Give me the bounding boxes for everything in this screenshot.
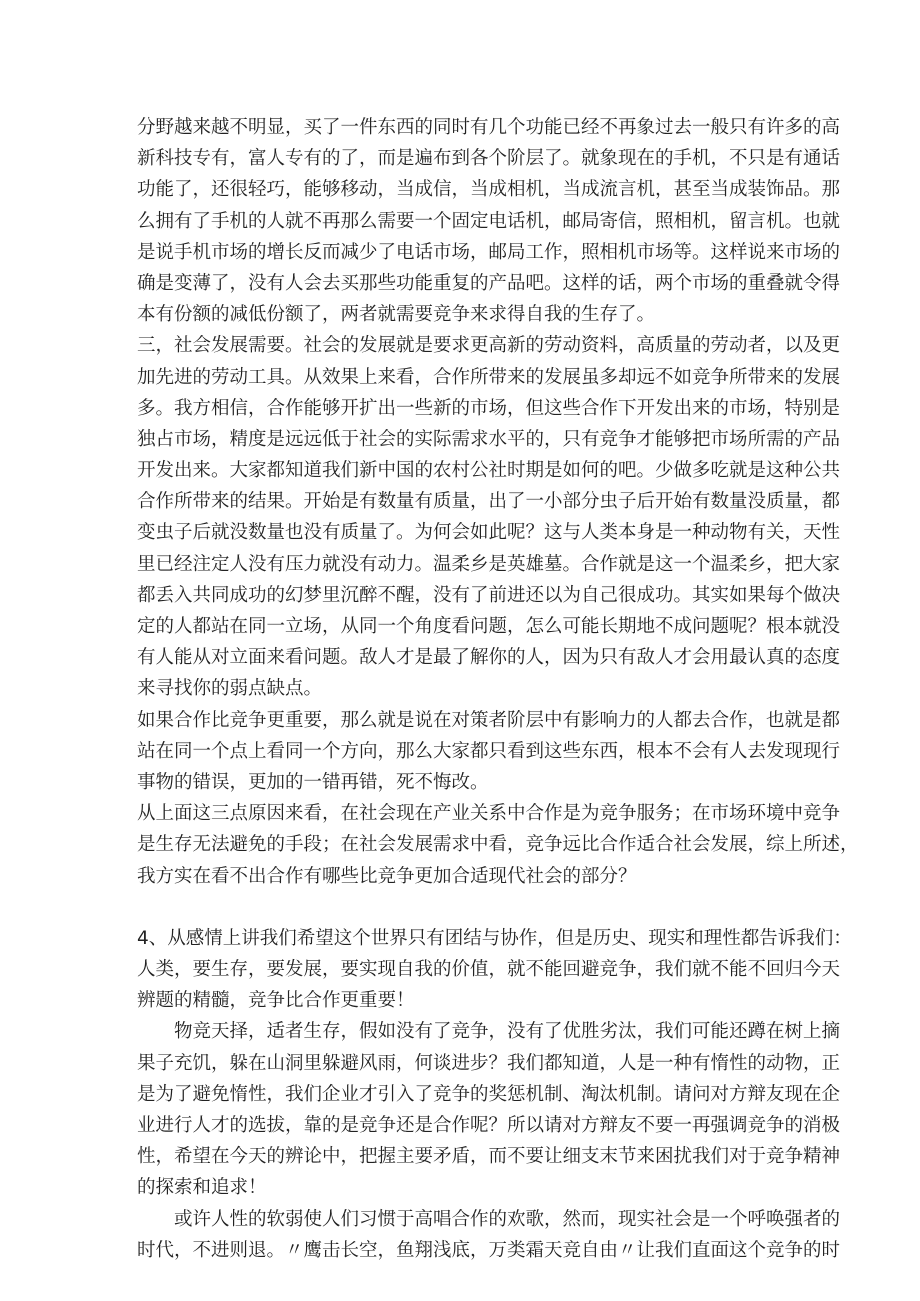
text-line: 我方实在看不出合作有哪些比竞争更加合适现代社会的部分？ — [137, 865, 637, 887]
paragraph-social-development — [137, 330, 841, 704]
text-line: 分野越来越不明显，买了一件东西的同时有几个功能已经不再象过去一般只有许多的高 — [137, 117, 841, 138]
text-line: 业进行人才的选拔，靠的是竞争还是合作呢？所以请对方辩友不要一再强调竞争的消极 — [137, 1115, 841, 1136]
text-line: 本有份额的减低份额了，两者就需要竞争来求得自我的生存了。 — [137, 304, 656, 326]
text-line: 多。我方相信，合作能够开扩出一些新的市场，但这些合作下开发出来的市场，特别是 — [137, 397, 841, 419]
paragraph-summary — [137, 798, 859, 892]
paragraph-market-overlap — [137, 112, 841, 330]
text-line: 确是变薄了，没有人会去买那些功能重复的产品吧。这样的话，两个市场的重叠就令得 — [137, 272, 841, 294]
text-line: 里已经注定人没有压力就没有动力。温柔乡是英雄墓。合作就是这一个温柔乡，把大家 — [137, 553, 841, 575]
text-line: 果子充饥，躲在山洞里躲避风雨，何谈进步？我们都知道，人是一种有惰性的动物，正 — [137, 1052, 841, 1074]
text-line: 事物的错误，更加的一错再错，死不悔改。 — [137, 771, 489, 793]
paragraph-point-four — [137, 923, 852, 1017]
text-line: 物竞天择，适者生存，假如没有了竞争，没有了优胜劣汰，我们可能还蹲在树上摘 — [137, 1021, 841, 1043]
text-line: 来寻找你的弱点缺点。 — [137, 678, 323, 700]
text-line: 站在同一个点上看同一个方向，那么大家都只看到这些东西，根本不会有人去发现现行 — [137, 740, 841, 762]
text-line: 新科技专有，富人专有的了，而是遍布到各个阶层了。就象现在的手机，不只是有通话 — [137, 148, 841, 170]
text-line: 从上面这三点原因来看，在社会现在产业关系中合作是为竞争服务；在市场环境中竞争 — [137, 803, 841, 825]
text-line: 时代，不进则退。〃鹰击长空，鱼翔浅底，万类霜天竞自由〃让我们直面这个竞争的时 — [137, 1239, 841, 1261]
text-line: 开发出来。大家都知道我们新中国的农村公社时期是如何的吧。少做多吃就是这种公共 — [137, 460, 841, 482]
text-line: 辨题的精髓，竞争比合作更重要！ — [137, 990, 415, 1012]
text-line: 三，社会发展需要。社会的发展就是要求更高新的劳动资料，高质量的劳动者，以及更 — [137, 335, 841, 357]
text-line: 加先进的劳动工具。从效果上来看，合作所带来的发展虽多却远不如竞争所带来的发展 — [137, 366, 841, 388]
paragraph-spacer — [137, 892, 797, 923]
text-line: 是生存无法避免的手段；在社会发展需求中看，竞争远比合作适合社会发展，综上所述， — [137, 834, 859, 856]
document-body — [137, 112, 859, 1266]
paragraph-natural-selection — [137, 1016, 841, 1203]
text-line: 合作所带来的结果。开始是有数量有质量，出了一小部分虫子后开始有数量没质量，都 — [137, 491, 841, 513]
text-line: 么拥有了手机的人就不再那么需要一个固定电话机，邮局寄信，照相机，留言机。也就 — [137, 210, 841, 232]
text-line: 有人能从对立面来看问题。敌人才是最了解你的人，因为只有敌人才会用最认真的态度 — [137, 647, 841, 669]
paragraph-cooperation-risk — [137, 705, 841, 799]
text-line: 的探索和追求！ — [137, 1177, 267, 1199]
text-line: 如果合作比竞争更重要，那么就是说在对策者阶层中有影响力的人都去合作，也就是都 — [137, 709, 841, 731]
text-line: 独占市场，精度是远远低于社会的实际需求水平的，只有竞争才能够把市场所需的产品 — [137, 428, 841, 450]
text-line: 是说手机市场的增长反而减少了电话市场，邮局工作，照相机市场等。这样说来市场的 — [137, 241, 841, 263]
text-line: 定的人都站在同一立场，从同一个角度看问题，怎么可能长期地不成问题呢？根本就没 — [137, 616, 841, 637]
text-line: 都丢入共同成功的幻梦里沉醉不醒，没有了前进还以为自己很成功。其实如果每个做决 — [137, 584, 841, 606]
text-line: 变虫子后就没数量也没有质量了。为何会如此呢？这与人类本身是一种动物有关，天性 — [137, 522, 841, 544]
text-line: 功能了，还很轻巧，能够移动，当成信，当成相机，当成流言机，甚至当成装饰品。那 — [137, 179, 841, 201]
text-line: 性，希望在今天的辨论中，把握主要矛盾，而不要让细支末节来困扰我们对于竞争精神 — [137, 1146, 841, 1168]
text-line: 是为了避免惰性，我们企业才引入了竞争的奖惩机制、淘汰机制。请问对方辩友现在企 — [137, 1083, 841, 1105]
text-line: 人类，要生存，要发展，要实现自我的价值，就不能回避竞争，我们就不能不回归今天 — [137, 959, 841, 981]
text-line: 或许人性的软弱使人们习惯于高唱合作的欢歌，然而，现实社会是一个呼唤强者的 — [137, 1208, 841, 1230]
text-line: 4、从感情上讲我们希望这个世界只有团结与协作，但是历史、现实和理性都告诉我们： — [137, 927, 852, 949]
paragraph-era-of-strength — [137, 1204, 841, 1266]
